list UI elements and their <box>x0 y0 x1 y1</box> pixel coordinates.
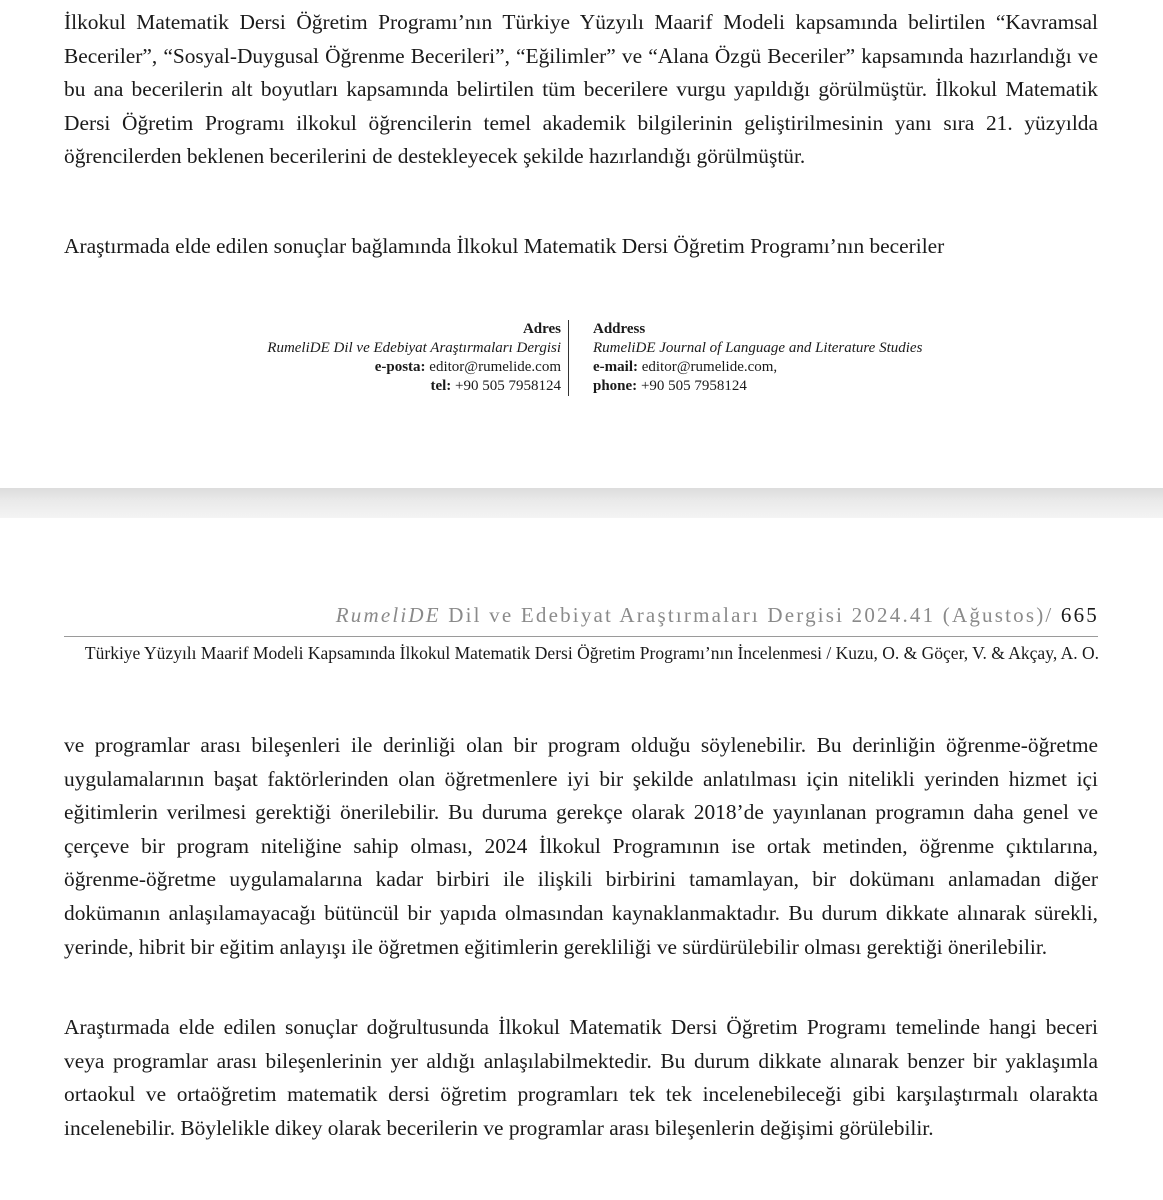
email-label-en: e-mail: <box>593 359 638 375</box>
journal-name: RumeliDE <box>335 603 441 627</box>
contact-heading-en: Address <box>593 321 646 337</box>
body-paragraph-bottom-1: ve programlar arası bileşenleri ile derinliği olan bir program olduğu söylenebilir. Bu derinliğin öğrenme-öğretme uygulamalarının başat faktörlerinden olan öğretmenlere iyi bir şekilde anlatılması için nitelikli yerinden hizmet içi eğitimlerin verilmesi gerektiği önerilebilir. Bu duruma gerekçe olarak 2018’de yayınlanan programın daha genel ve çerçeve bir program niteliğine sahip olması, 2024 İlkokul Programının ise ortak metinden, öğrenme çıktılarına, öğrenme-öğretme uygulamalarına kadar birbiri ile ilişkili birbirini tamamlayan, bir dokümanı anlamadan diğer dokümanın anlaşılamayacağı bütüncül bir yapıda olmasından kaynaklanmaktadır. Bu durum dikkate alınarak sürekli, yerinde, hibrit bir eğitim anlayışı ile öğretmen eğitimlerin gerekliliği ve sürdürülebilir olması gerektiği önerilebilir. <box>64 733 1098 959</box>
running-header <box>64 603 1099 628</box>
body-paragraph-top-2: Araştırmada elde edilen sonuçlar bağlamında İlkokul Matematik Dersi Öğretim Programı’nın beceriler <box>64 234 945 258</box>
phone-label-en: phone: <box>593 378 638 394</box>
phone-value-en: +90 505 7958124 <box>640 378 747 394</box>
body-paragraph-top-1: İlkokul Matematik Dersi Öğretim Programı’nın Türkiye Yüzyılı Maarif Modeli kapsamında belirtilen “Kavramsal Beceriler”, “Sosyal-Duygusal Öğrenme Becerileri”, “Eğilimler” ve “Alana Özgü Beceriler” kapsamında hazırlandığı ve bu ana becerilerin alt boyutları kapsamında belirtilen tüm becerilere vurgu yapıldığı görülmüştür. İlkokul Matematik Dersi Öğretim Programı ilkokul öğrencilerin temel akademik bilgilerinin geliştirilmesinin yanı sıra 21. yüzyılda öğrencilerden beklenen becerilerini de destekleyecek şekilde hazırlandığı görülmüştür. <box>64 10 1098 169</box>
phone-label-tr: tel: <box>430 378 452 394</box>
contact-block-en <box>593 320 922 396</box>
phone-value-tr: +90 505 7958124 <box>455 378 561 394</box>
header-rule <box>64 636 1098 637</box>
email-value-en: editor@rumelide.com, <box>641 359 778 375</box>
article-title: Türkiye Yüzyılı Maarif Modeli Kapsamında İlkokul Matematik Dersi Öğretim Programı’nın İncelenmesi / Kuzu, O. & Göçer, V. & Akçay, A. O. <box>84 643 1099 663</box>
contact-journal-en: RumeliDE Journal of Language and Literature Studies <box>593 340 923 356</box>
body-paragraph-bottom-2: Araştırmada elde edilen sonuçlar doğrultusunda İlkokul Matematik Dersi Öğretim Programı temelinde hangi beceri veya programlar arası bileşenlerinin yer aldığı anlaşılabilmektedir. Bu durum dikkate alınarak benzer bir yaklaşımla ortaokul ve ortaöğretim matematik dersi öğretim programları tek tek incelenebileceği gibi karşılaştırmalı olarakta incelenebilir. Böylelikle dikey olarak becerilerin ve programlar arası bileşenlerin değişimi görülebilir. <box>64 1015 1098 1140</box>
contact-journal-tr: RumeliDE Dil ve Edebiyat Araştırmaları Dergisi <box>267 340 561 356</box>
page-number: 665 <box>1060 603 1099 627</box>
contact-block-tr <box>267 320 569 396</box>
contact-heading-tr: Adres <box>522 321 561 337</box>
page-gap-divider <box>0 488 1163 518</box>
journal-issue: Dil ve Edebiyat Araştırmaları Dergisi 2024.41 (Ağustos)/ <box>448 603 1054 627</box>
email-value-tr: editor@rumelide.com <box>429 359 561 375</box>
email-label-tr: e-posta: <box>374 359 426 375</box>
